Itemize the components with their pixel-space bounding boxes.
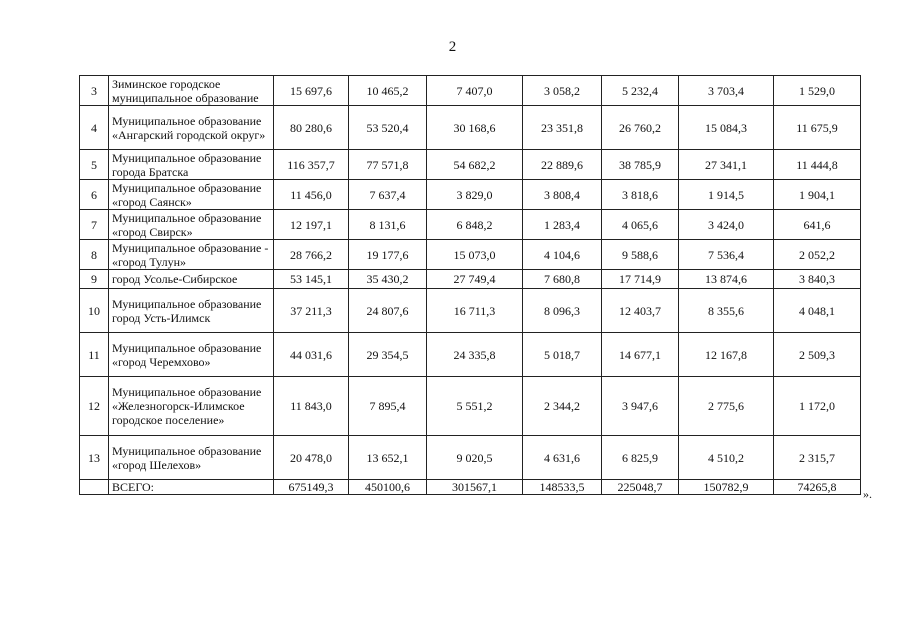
total-value-cell: 148533,5 xyxy=(523,480,602,495)
total-row-number xyxy=(80,480,109,495)
value-cell: 77 571,8 xyxy=(349,150,427,180)
total-value-cell: 225048,7 xyxy=(602,480,679,495)
value-cell: 26 760,2 xyxy=(602,106,679,150)
row-number: 8 xyxy=(80,240,109,270)
value-cell: 7 407,0 xyxy=(427,76,523,106)
value-cell: 3 058,2 xyxy=(523,76,602,106)
value-cell: 38 785,9 xyxy=(602,150,679,180)
value-cell: 5 232,4 xyxy=(602,76,679,106)
total-value-cell: 74265,8 xyxy=(774,480,861,495)
value-cell: 6 848,2 xyxy=(427,210,523,240)
value-cell: 24 807,6 xyxy=(349,289,427,333)
value-cell: 1 529,0 xyxy=(774,76,861,106)
value-cell: 1 283,4 xyxy=(523,210,602,240)
value-cell: 11 675,9 xyxy=(774,106,861,150)
value-cell: 13 874,6 xyxy=(679,270,774,289)
value-cell: 5 551,2 xyxy=(427,377,523,436)
value-cell: 2 315,7 xyxy=(774,436,861,480)
value-cell: 5 018,7 xyxy=(523,333,602,377)
value-cell: 2 052,2 xyxy=(774,240,861,270)
closing-quote-mark: ». xyxy=(863,487,872,501)
municipality-name: Муниципальное образование город Усть-Илимск xyxy=(109,289,274,333)
value-cell: 11 444,8 xyxy=(774,150,861,180)
row-number: 9 xyxy=(80,270,109,289)
value-cell: 22 889,6 xyxy=(523,150,602,180)
value-cell: 29 354,5 xyxy=(349,333,427,377)
value-cell: 3 703,4 xyxy=(679,76,774,106)
value-cell: 3 947,6 xyxy=(602,377,679,436)
page-number: 2 xyxy=(448,39,457,55)
value-cell: 7 895,4 xyxy=(349,377,427,436)
value-cell: 3 829,0 xyxy=(427,180,523,210)
value-cell: 20 478,0 xyxy=(274,436,349,480)
value-cell: 7 680,8 xyxy=(523,270,602,289)
value-cell: 44 031,6 xyxy=(274,333,349,377)
row-number: 11 xyxy=(80,333,109,377)
value-cell: 16 711,3 xyxy=(427,289,523,333)
value-cell: 8 131,6 xyxy=(349,210,427,240)
table-row xyxy=(80,180,861,210)
value-cell: 3 808,4 xyxy=(523,180,602,210)
total-value-cell: 301567,1 xyxy=(427,480,523,495)
value-cell: 14 677,1 xyxy=(602,333,679,377)
value-cell: 4 631,6 xyxy=(523,436,602,480)
value-cell: 12 197,1 xyxy=(274,210,349,240)
value-cell: 35 430,2 xyxy=(349,270,427,289)
table-row xyxy=(80,377,861,436)
row-number: 10 xyxy=(80,289,109,333)
value-cell: 28 766,2 xyxy=(274,240,349,270)
value-cell: 4 104,6 xyxy=(523,240,602,270)
total-value-cell: 150782,9 xyxy=(679,480,774,495)
value-cell: 12 167,8 xyxy=(679,333,774,377)
value-cell: 27 341,1 xyxy=(679,150,774,180)
value-cell: 3 840,3 xyxy=(774,270,861,289)
total-value-cell: 450100,6 xyxy=(349,480,427,495)
value-cell: 15 697,6 xyxy=(274,76,349,106)
value-cell: 1 904,1 xyxy=(774,180,861,210)
row-number: 6 xyxy=(80,180,109,210)
total-row xyxy=(80,480,861,495)
value-cell: 4 510,2 xyxy=(679,436,774,480)
value-cell: 9 588,6 xyxy=(602,240,679,270)
value-cell: 641,6 xyxy=(774,210,861,240)
value-cell: 27 749,4 xyxy=(427,270,523,289)
municipality-name: Муниципальное образование «город Саянск» xyxy=(109,180,274,210)
municipality-name: Муниципальное образование «Ангарский городской округ» xyxy=(109,106,274,150)
value-cell: 4 065,6 xyxy=(602,210,679,240)
value-cell: 10 465,2 xyxy=(349,76,427,106)
row-number: 12 xyxy=(80,377,109,436)
municipality-name: Муниципальное образование города Братска xyxy=(109,150,274,180)
value-cell: 1 914,5 xyxy=(679,180,774,210)
table-row xyxy=(80,270,861,289)
value-cell: 19 177,6 xyxy=(349,240,427,270)
municipality-name: Зиминское городское муниципальное образование xyxy=(109,76,274,106)
table-row xyxy=(80,76,861,106)
value-cell: 37 211,3 xyxy=(274,289,349,333)
value-cell: 8 096,3 xyxy=(523,289,602,333)
municipality-name: Муниципальное образование «город Свирск» xyxy=(109,210,274,240)
value-cell: 13 652,1 xyxy=(349,436,427,480)
table-row xyxy=(80,210,861,240)
total-value-cell: 675149,3 xyxy=(274,480,349,495)
municipality-name: город Усолье-Сибирское xyxy=(109,270,274,289)
value-cell: 7 637,4 xyxy=(349,180,427,210)
budget-table xyxy=(79,75,861,495)
value-cell: 23 351,8 xyxy=(523,106,602,150)
table-row xyxy=(80,333,861,377)
value-cell: 2 344,2 xyxy=(523,377,602,436)
value-cell: 4 048,1 xyxy=(774,289,861,333)
value-cell: 53 145,1 xyxy=(274,270,349,289)
table-row xyxy=(80,436,861,480)
table-row xyxy=(80,150,861,180)
row-number: 13 xyxy=(80,436,109,480)
value-cell: 12 403,7 xyxy=(602,289,679,333)
value-cell: 15 084,3 xyxy=(679,106,774,150)
value-cell: 17 714,9 xyxy=(602,270,679,289)
table-body xyxy=(80,76,861,495)
value-cell: 7 536,4 xyxy=(679,240,774,270)
row-number: 5 xyxy=(80,150,109,180)
row-number: 7 xyxy=(80,210,109,240)
table-row xyxy=(80,106,861,150)
value-cell: 11 843,0 xyxy=(274,377,349,436)
value-cell: 11 456,0 xyxy=(274,180,349,210)
value-cell: 24 335,8 xyxy=(427,333,523,377)
row-number: 4 xyxy=(80,106,109,150)
value-cell: 8 355,6 xyxy=(679,289,774,333)
value-cell: 116 357,7 xyxy=(274,150,349,180)
municipality-name: Муниципальное образование «город Черемхово» xyxy=(109,333,274,377)
row-number: 3 xyxy=(80,76,109,106)
municipality-name: Муниципальное образование «Железногорск-Илимское городское поселение» xyxy=(109,377,274,436)
value-cell: 3 424,0 xyxy=(679,210,774,240)
value-cell: 2 509,3 xyxy=(774,333,861,377)
value-cell: 53 520,4 xyxy=(349,106,427,150)
value-cell: 3 818,6 xyxy=(602,180,679,210)
municipality-name: Муниципальное образование - «город Тулун» xyxy=(109,240,274,270)
value-cell: 54 682,2 xyxy=(427,150,523,180)
value-cell: 2 775,6 xyxy=(679,377,774,436)
value-cell: 30 168,6 xyxy=(427,106,523,150)
table-row xyxy=(80,240,861,270)
value-cell: 1 172,0 xyxy=(774,377,861,436)
value-cell: 15 073,0 xyxy=(427,240,523,270)
municipality-name: Муниципальное образование «город Шелехов» xyxy=(109,436,274,480)
value-cell: 9 020,5 xyxy=(427,436,523,480)
table-row xyxy=(80,289,861,333)
total-label: ВСЕГО: xyxy=(109,480,274,495)
value-cell: 80 280,6 xyxy=(274,106,349,150)
value-cell: 6 825,9 xyxy=(602,436,679,480)
